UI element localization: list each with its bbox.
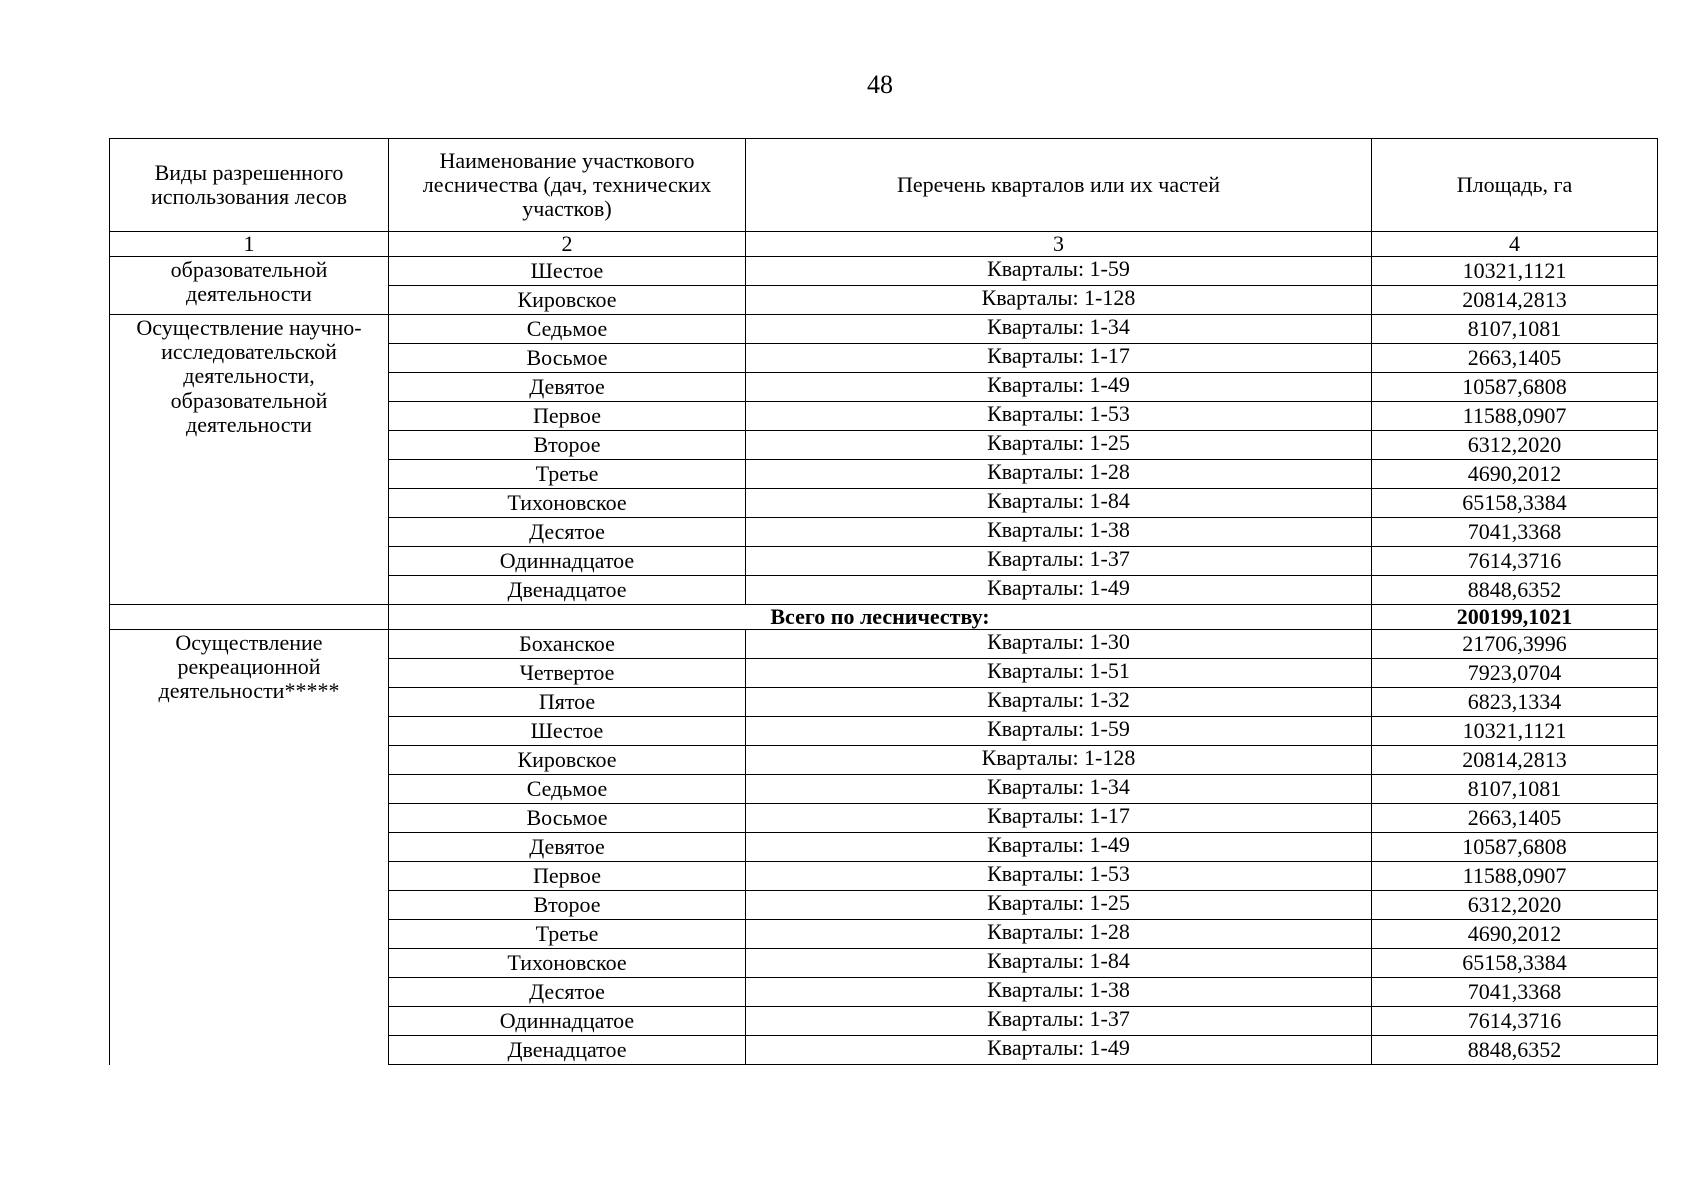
area-cell: 11588,0907 [1372, 862, 1658, 891]
area-cell: 21706,3996 [1372, 630, 1658, 659]
quarters-cell: Кварталы: 1-17 [746, 344, 1372, 373]
forestry-name-cell: Десятое [389, 978, 746, 1007]
forestry-name-cell: Второе [389, 891, 746, 920]
table-row [110, 630, 1658, 659]
forestry-name-cell: Кировское [389, 746, 746, 775]
area-cell: 8848,6352 [1372, 576, 1658, 605]
area-cell: 10587,6808 [1372, 373, 1658, 402]
forestry-name-cell: Первое [389, 402, 746, 431]
quarters-cell: Кварталы: 1-28 [746, 460, 1372, 489]
area-cell: 6312,2020 [1372, 431, 1658, 460]
quarters-cell: Кварталы: 1-84 [746, 949, 1372, 978]
forestry-name-cell: Двенадцатое [389, 1036, 746, 1065]
forestry-name-cell: Четвертое [389, 659, 746, 688]
quarters-cell: Кварталы: 1-17 [746, 804, 1372, 833]
forestry-name-cell: Шестое [389, 717, 746, 746]
area-cell: 20814,2813 [1372, 746, 1658, 775]
quarters-cell: Кварталы: 1-128 [746, 746, 1372, 775]
forestry-name-cell: Третье [389, 460, 746, 489]
forestry-name-cell: Тихоновское [389, 949, 746, 978]
forestry-name-cell: Пятое [389, 688, 746, 717]
forestry-name-cell: Тихоновское [389, 489, 746, 518]
quarters-cell: Кварталы: 1-25 [746, 431, 1372, 460]
area-cell: 6823,1334 [1372, 688, 1658, 717]
quarters-cell: Кварталы: 1-53 [746, 402, 1372, 431]
quarters-cell: Кварталы: 1-51 [746, 659, 1372, 688]
forestry-name-cell: Седьмое [389, 315, 746, 344]
area-cell: 7041,3368 [1372, 978, 1658, 1007]
quarters-cell: Кварталы: 1-25 [746, 891, 1372, 920]
header-cell-type: Виды разрешенного использования лесов [110, 139, 389, 232]
forestry-name-cell: Шестое [389, 257, 746, 286]
forestry-name-cell: Первое [389, 862, 746, 891]
quarters-cell: Кварталы: 1-32 [746, 688, 1372, 717]
area-cell: 11588,0907 [1372, 402, 1658, 431]
area-cell: 8107,1081 [1372, 315, 1658, 344]
forestry-name-cell: Девятое [389, 373, 746, 402]
quarters-cell: Кварталы: 1-34 [746, 775, 1372, 804]
area-cell: 6312,2020 [1372, 891, 1658, 920]
total-value: 200199,1021 [1372, 605, 1658, 630]
forestry-name-cell: Одиннадцатое [389, 1007, 746, 1036]
area-cell: 4690,2012 [1372, 920, 1658, 949]
area-cell: 20814,2813 [1372, 286, 1658, 315]
area-cell: 65158,3384 [1372, 489, 1658, 518]
forestry-name-cell: Седьмое [389, 775, 746, 804]
quarters-cell: Кварталы: 1-49 [746, 833, 1372, 862]
forestry-name-cell: Десятое [389, 518, 746, 547]
quarters-cell: Кварталы: 1-30 [746, 630, 1372, 659]
area-cell: 10321,1121 [1372, 717, 1658, 746]
column-number: 4 [1372, 232, 1658, 257]
quarters-cell: Кварталы: 1-49 [746, 1036, 1372, 1065]
forestry-name-cell: Кировское [389, 286, 746, 315]
area-cell: 10321,1121 [1372, 257, 1658, 286]
area-cell: 65158,3384 [1372, 949, 1658, 978]
area-cell: 7923,0704 [1372, 659, 1658, 688]
header-cell-forestry: Наименование участкового лесничества (дач, технических участков) [389, 139, 746, 232]
area-cell: 7614,3716 [1372, 547, 1658, 576]
quarters-cell: Кварталы: 1-34 [746, 315, 1372, 344]
forestry-name-cell: Боханское [389, 630, 746, 659]
header-cell-area: Площадь, га [1372, 139, 1658, 232]
total-label: Всего по лесничеству: [389, 605, 1372, 630]
forestry-name-cell: Третье [389, 920, 746, 949]
column-number-row [110, 232, 1658, 257]
quarters-cell: Кварталы: 1-49 [746, 576, 1372, 605]
column-number: 3 [746, 232, 1372, 257]
quarters-cell: Кварталы: 1-37 [746, 547, 1372, 576]
area-cell: 8848,6352 [1372, 1036, 1658, 1065]
usage-type-cell: Осуществление рекреационной деятельности***** [110, 630, 389, 1065]
forestry-name-cell: Восьмое [389, 344, 746, 373]
quarters-cell: Кварталы: 1-37 [746, 1007, 1372, 1036]
table-row [110, 315, 1658, 344]
column-number: 1 [110, 232, 389, 257]
area-cell: 4690,2012 [1372, 460, 1658, 489]
quarters-cell: Кварталы: 1-28 [746, 920, 1372, 949]
usage-type-cell: образовательной деятельности [110, 257, 389, 315]
forestry-name-cell: Девятое [389, 833, 746, 862]
usage-type-cell: Осуществление научно-исследовательской деятельности, образовательной деятельности [110, 315, 389, 605]
area-cell: 7041,3368 [1372, 518, 1658, 547]
header-cell-quarters: Перечень кварталов или их частей [746, 139, 1372, 232]
area-cell: 8107,1081 [1372, 775, 1658, 804]
area-cell: 2663,1405 [1372, 344, 1658, 373]
header-row [110, 139, 1658, 232]
quarters-cell: Кварталы: 1-38 [746, 518, 1372, 547]
area-cell: 10587,6808 [1372, 833, 1658, 862]
column-number: 2 [389, 232, 746, 257]
page-number: 48 [867, 70, 893, 99]
table-body [110, 139, 1658, 1065]
total-row [110, 605, 1658, 630]
quarters-cell: Кварталы: 1-38 [746, 978, 1372, 1007]
table-row [110, 257, 1658, 286]
forestry-name-cell: Одиннадцатое [389, 547, 746, 576]
forestry-name-cell: Второе [389, 431, 746, 460]
quarters-cell: Кварталы: 1-49 [746, 373, 1372, 402]
total-spacer-cell [110, 605, 389, 630]
area-cell: 2663,1405 [1372, 804, 1658, 833]
forest-use-table [109, 138, 1658, 1065]
quarters-cell: Кварталы: 1-59 [746, 717, 1372, 746]
quarters-cell: Кварталы: 1-128 [746, 286, 1372, 315]
area-cell: 7614,3716 [1372, 1007, 1658, 1036]
forestry-name-cell: Двенадцатое [389, 576, 746, 605]
quarters-cell: Кварталы: 1-59 [746, 257, 1372, 286]
forestry-name-cell: Восьмое [389, 804, 746, 833]
quarters-cell: Кварталы: 1-84 [746, 489, 1372, 518]
quarters-cell: Кварталы: 1-53 [746, 862, 1372, 891]
